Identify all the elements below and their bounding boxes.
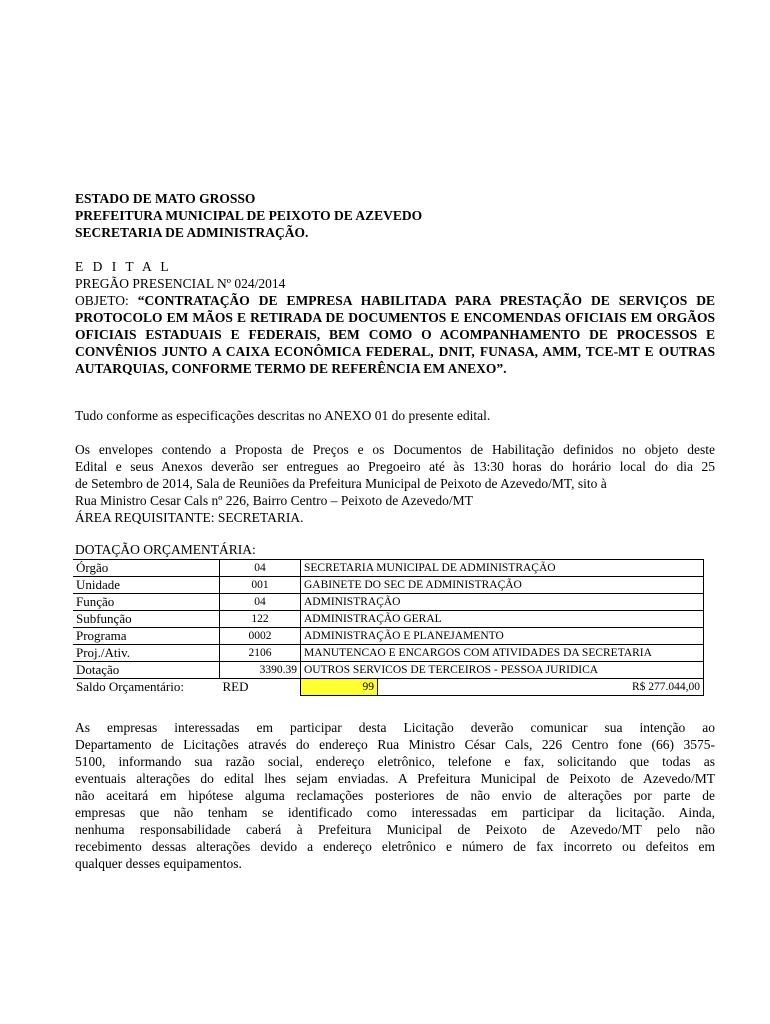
paragraph-communication xyxy=(75,719,715,872)
table-row xyxy=(73,645,704,662)
paragraph-line: ÁREA REQUISITANTE: SECRETARIA. xyxy=(75,510,304,525)
row-code: 04 xyxy=(220,560,301,577)
table-row xyxy=(73,611,704,628)
pregao-number: PREGÃO PRESENCIAL Nº 024/2014 xyxy=(75,276,286,291)
row-label: Dotação xyxy=(73,662,220,679)
row-description: OUTROS SERVICOS DE TERCEIROS - PESSOA JURIDICA xyxy=(301,662,704,679)
edital-title: E D I T A L xyxy=(75,259,172,274)
row-label: Subfunção xyxy=(73,611,220,628)
row-code: 122 xyxy=(220,611,301,628)
dotacao-label: DOTAÇÃO ORÇAMENTÁRIA: xyxy=(75,542,256,557)
table-row xyxy=(73,662,704,679)
red-label: RED xyxy=(220,679,301,696)
objeto-paragraph xyxy=(75,292,715,377)
paragraph-line: Os envelopes contendo a Proposta de Preços e os Documentos de Habilitação definidos no objeto deste xyxy=(75,442,715,457)
paragraph-envelopes xyxy=(75,441,715,526)
paragraph-line: Departamento de Licitações através do endereço Rua Ministro César Cals, 226 Centro fone (66) 3575- xyxy=(75,737,715,752)
row-label: Proj./Ativ. xyxy=(73,645,220,662)
saldo-amount: R$ 277.044,00 xyxy=(378,679,704,696)
header-secretariat: SECRETARIA DE ADMINISTRAÇÃO. xyxy=(75,225,309,240)
row-description: ADMINISTRAÇÃO GERAL xyxy=(301,611,704,628)
row-description: ADMINISTRAÇÃO xyxy=(301,594,704,611)
table-row xyxy=(73,577,704,594)
row-description: MANUTENCAO E ENCARGOS COM ATIVIDADES DA SECRETARIA xyxy=(301,645,704,662)
paragraph-line: Edital e seus Anexos deverão ser entregues ao Pregoeiro até às 13:30 horas do horário local do dia 25 xyxy=(75,459,715,474)
budget-table xyxy=(73,559,704,696)
table-row xyxy=(73,594,704,611)
paragraph-line: 5100, informando sua razão social, endereço eletrônico, telefone e fax, solicitando que todas as xyxy=(75,754,715,769)
row-label: Órgão xyxy=(73,560,220,577)
red-value-highlight: 99 xyxy=(301,679,378,696)
paragraph-line: eventuais alterações do edital lhes sejam enviadas. A Prefeitura Municipal de Peixoto de Azevedo/MT xyxy=(75,771,715,786)
row-code: 3390.39 xyxy=(220,662,301,679)
row-description: GABINETE DO SEC DE ADMINISTRAÇÃO xyxy=(301,577,704,594)
row-label: Função xyxy=(73,594,220,611)
paragraph-specifications: Tudo conforme as especificações descritas no ANEXO 01 do presente edital. xyxy=(75,408,491,423)
row-description: ADMINISTRAÇÃO E PLANEJAMENTO xyxy=(301,628,704,645)
row-code: 2106 xyxy=(220,645,301,662)
paragraph-line: Rua Ministro Cesar Cals nº 226, Bairro Centro – Peixoto de Azevedo/MT xyxy=(75,493,473,508)
paragraph-line: de Setembro de 2014, Sala de Reuniões da Prefeitura Municipal de Peixoto de Azevedo/MT, sito à xyxy=(75,476,607,491)
header-state: ESTADO DE MATO GROSSO xyxy=(75,191,256,206)
document-header xyxy=(75,190,422,241)
row-code: 04 xyxy=(220,594,301,611)
row-label: Unidade xyxy=(73,577,220,594)
paragraph-line: As empresas interessadas em participar desta Licitação deverão comunicar sua intenção ao xyxy=(75,720,715,735)
table-row xyxy=(73,628,704,645)
paragraph-line: não aceitará em hipótese alguma reclamações posteriores de não envio de alterações por parte de xyxy=(75,788,715,803)
objeto-text: “CONTRATAÇÃO DE EMPRESA HABILITADA PARA PRESTAÇÃO DE SERVIÇOS DE PROTOCOLO EM MÃOS E RETIRADA DE DOCUMENTOS E ENCOMENDAS OFICIAIS EM ORGÃOS OFICIAIS ESTADUAIS E FEDERAIS, BEM COMO O ACOMPANHAMENTO DE PROCESSOS E CONVÊNIOS JUNTO A CAIXA ECONÔMICA FEDERAL, DNIT, FUNASA, AMM, TCE-MT E OUTRAS AUTARQUIAS, CONFORME TERMO DE REFERÊNCIA EM ANEXO”. xyxy=(75,293,715,376)
paragraph-line: recebimento dessas alterações devido a endereço eletrônico e número de fax incorreto ou defeitos em xyxy=(75,839,715,854)
saldo-label: Saldo Orçamentário: xyxy=(76,679,184,695)
row-code: 001 xyxy=(220,577,301,594)
row-label: Programa xyxy=(73,628,220,645)
row-description: SECRETARIA MUNICIPAL DE ADMINISTRAÇÃO xyxy=(301,560,704,577)
row-code: 0002 xyxy=(220,628,301,645)
edital-section xyxy=(75,258,715,377)
row-label xyxy=(73,679,220,696)
paragraph-line: nenhuma responsabilidade caberá à Prefeitura Municipal de Peixoto de Azevedo/MT pelo não xyxy=(75,822,715,837)
table-row xyxy=(73,679,704,696)
header-municipality: PREFEITURA MUNICIPAL DE PEIXOTO DE AZEVEDO xyxy=(75,208,423,223)
paragraph-line: empresas que não tenham se identificado como interessadas em participar da licitação. Ainda, xyxy=(75,805,715,820)
objeto-prefix: OBJETO: xyxy=(75,293,138,308)
table-row xyxy=(73,560,704,577)
paragraph-line: qualquer desses equipamentos. xyxy=(75,856,242,871)
